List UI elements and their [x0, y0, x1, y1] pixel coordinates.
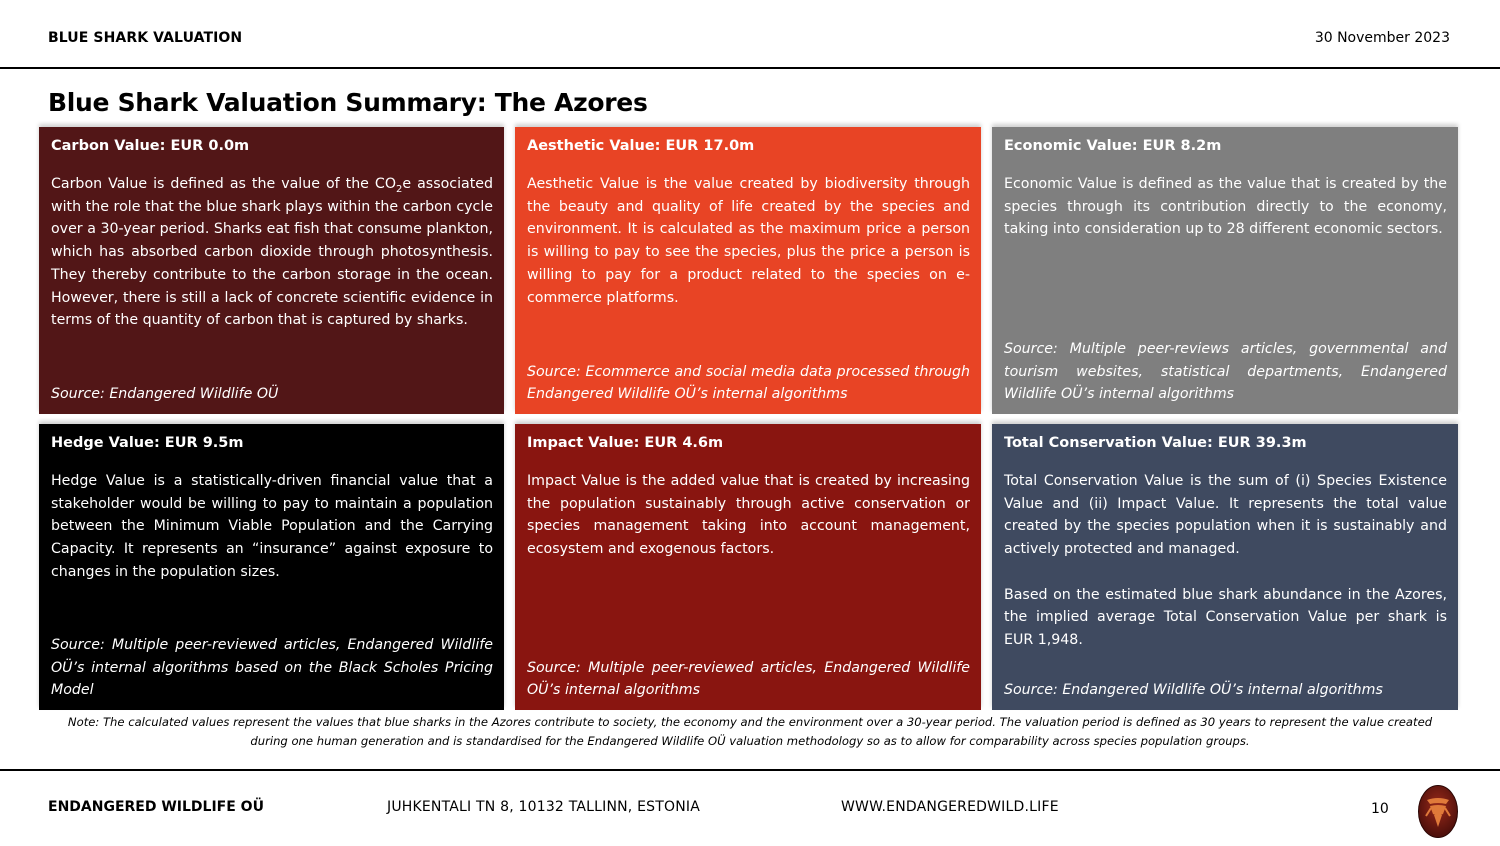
footer-company: ENDANGERED WILDLIFE OÜ: [48, 799, 264, 815]
aesthetic-value-card: [515, 127, 981, 414]
total-conservation-value-card: [992, 424, 1458, 710]
card-source: Source: Multiple peer-reviews articles, governmental and tourism websites, statistical departments, Endangered Wildlife OÜ’s internal algorithms: [1004, 340, 1447, 403]
header-divider: [0, 67, 1500, 69]
value-cards-grid: [39, 127, 1458, 710]
card-body: [51, 173, 493, 332]
card-title: Total Conservation Value: EUR 39.3m: [1004, 435, 1307, 451]
card-body: [51, 470, 493, 584]
card-body: [527, 173, 970, 309]
card-source: Source: Endangered Wildlife OÜ’s internal algorithms: [1004, 682, 1383, 699]
impact-value-card: [515, 424, 981, 710]
card-body: [1004, 173, 1447, 241]
footer-website-link[interactable]: WWW.ENDANGEREDWILD.LIFE: [841, 799, 1059, 815]
hedge-value-card: [39, 424, 504, 710]
card-body-text: e associated with the role that the blue shark plays within the carbon cycle over a 30-year period. Sharks eat fish that consume plankton, which has absorbed carbon dioxide through photosynthesis. They thereby contribute to the carbon storage in the ocean. However, there is still a lack of concrete scientific evidence in terms of the quantity of carbon that is captured by sharks.: [51, 176, 493, 329]
card-source: Source: Multiple peer-reviewed articles, Endangered Wildlife OÜ’s internal algorithms: [527, 659, 970, 699]
card-body-text: Impact Value is the added value that is created by increasing the population sustainably through active conservation or species management taking into account management, ecosystem and exogenous factors.: [527, 473, 970, 558]
card-body: [1004, 470, 1447, 652]
header-title: BLUE SHARK VALUATION: [48, 30, 243, 46]
card-body-text: Economic Value is defined as the value that is created by the species through its contribution directly to the economy, taking into consideration up to 28 different economic sectors.: [1004, 176, 1447, 238]
card-title: Impact Value: EUR 4.6m: [527, 435, 724, 451]
co2-subscript: 2: [396, 183, 403, 195]
footer-divider: [0, 769, 1500, 771]
header-date: 30 November 2023: [1314, 30, 1450, 46]
card-title: Economic Value: EUR 8.2m: [1004, 138, 1222, 154]
card-body-text-2: Based on the estimated blue shark abundance in the Azores, the implied average Total Conservation Value per shark is EUR 1,948.: [1004, 586, 1447, 648]
card-title: Carbon Value: EUR 0.0m: [51, 138, 250, 154]
card-body-text: Carbon Value is defined as the value of the CO: [51, 176, 396, 192]
card-body-text: Total Conservation Value is the sum of (i) Species Existence Value and (ii) Impact Value. It represents the total value created by the species population when it is sustainably and actively protected and managed.: [1004, 473, 1447, 558]
card-title: Hedge Value: EUR 9.5m: [51, 435, 244, 451]
methodology-note: Note: The calculated values represent the values that blue sharks in the Azores contribute to society, the economy and the environment over a 30-year period. The valuation period is defined as 30 years to represent the value created during one human generation and is standardised for the Endangered Wildlife OÜ valuation methodology so as to allow for comparability across species population groups.: [67, 715, 1433, 748]
card-source: Source: Ecommerce and social media data processed through Endangered Wildlife OÜ’s internal algorithms: [527, 363, 970, 403]
economic-value-card: [992, 127, 1458, 414]
page-header: [0, 0, 1500, 68]
footer-address: JUHKENTALI TN 8, 10132 TALLINN, ESTONIA: [387, 799, 700, 815]
card-source: Source: Multiple peer-reviewed articles, Endangered Wildlife OÜ’s internal algorithms based on the Black Scholes Pricing Model: [51, 636, 493, 699]
page-title: Blue Shark Valuation Summary: The Azores: [48, 88, 648, 117]
card-title: Aesthetic Value: EUR 17.0m: [527, 138, 755, 154]
card-body-text: Aesthetic Value is the value created by biodiversity through the beauty and quality of life created by the species and environment. It is calculated as the maximum price a person is willing to pay to see the species, plus the price a person is willing to pay for a product related to the species on e-commerce platforms.: [527, 176, 970, 306]
carbon-value-card: [39, 127, 504, 414]
page-number: 10: [1371, 801, 1389, 817]
card-body: [527, 470, 970, 561]
card-source: Source: Endangered Wildlife OÜ: [51, 386, 279, 403]
endangered-wildlife-logo-icon: [1418, 785, 1458, 838]
card-body-text: Hedge Value is a statistically-driven financial value that a stakeholder would be willing to pay to maintain a population between the Minimum Viable Population and the Carrying Capacity. It represents an “insurance” against exposure to changes in the population sizes.: [51, 473, 493, 580]
